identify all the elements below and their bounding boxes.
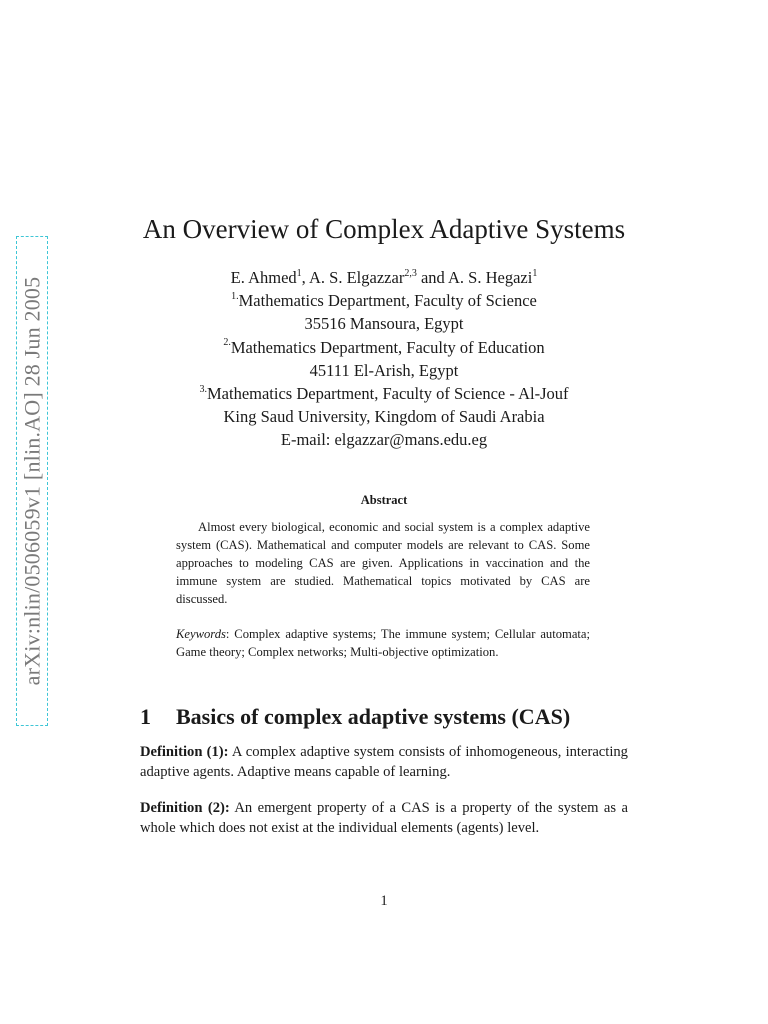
author-name: E. Ahmed [230, 268, 297, 287]
section-title: Basics of complex adaptive systems (CAS) [176, 704, 571, 729]
definition-paragraph [140, 799, 628, 838]
paper-title: An Overview of Complex Adaptive Systems [142, 214, 626, 244]
affiliation-text: King Saud University, Kingdom of Saudi Arabia [223, 407, 545, 427]
affiliation-text: Mathematics Department, Faculty of Science [238, 291, 537, 311]
definition-text: A complex adaptive system consists of inhomogeneous, interacting adaptive agents. Adaptive means capable of learning. [140, 744, 628, 780]
affiliation-text: Mathematics Department, Faculty of Education [230, 337, 545, 357]
affiliation-mark: 2. [223, 337, 231, 349]
definition-label: Definition (1): [140, 744, 229, 760]
section-heading [140, 704, 570, 730]
author-separator: and [416, 268, 448, 287]
affiliation-line [0, 382, 768, 405]
definition-paragraph [140, 743, 628, 782]
email-line: E-mail: elgazzar@mans.edu.eg [280, 430, 488, 450]
section-number: 1 [140, 704, 151, 729]
affiliation-text: 35516 Mansoura, Egypt [304, 314, 464, 334]
affiliation-line [0, 405, 768, 428]
keywords-label: Keywords [176, 627, 226, 641]
author-affiliation-mark: 1 [296, 267, 302, 279]
affiliation-text: Mathematics Department, Faculty of Science - Al-Jouf [206, 384, 569, 404]
author-separator: , [301, 268, 310, 287]
abstract-body: Almost every biological, economic and social system is a complex adaptive system (CAS). Mathematical and computer models are relevant to CAS. Some approaches to modeling CAS are given. Applications in vaccination and the immune system are studied. Mathematical topics motivated by CAS are discussed. [176, 520, 590, 606]
definition-text: An emergent property of a CAS is a property of the system as a whole which does not exist at the individual elements (agents) level. [140, 800, 628, 836]
keywords-text: : Complex adaptive systems; The immune system; Cellular automata; Game theory; Complex networks; Multi-objective optimization. [176, 627, 590, 659]
affiliation-mark: 3. [199, 383, 207, 395]
author-affiliation-mark: 2,3 [404, 267, 417, 279]
affiliation-mark: 1. [231, 290, 239, 302]
affiliation-line [0, 312, 768, 335]
author-name: A. S. Hegazi [447, 268, 533, 287]
author-affiliation-block [0, 266, 768, 452]
affiliation-text: 45111 El-Arish, Egypt [309, 360, 459, 380]
definition-label: Definition (2): [140, 800, 230, 816]
author-name: A. S. Elgazzar [309, 268, 405, 287]
affiliation-line [0, 336, 768, 359]
keywords-paragraph [176, 625, 590, 661]
author-affiliation-mark: 1 [532, 267, 538, 279]
affiliation-line [0, 359, 768, 382]
page-number: 1 [380, 893, 388, 909]
author-line [0, 266, 768, 289]
abstract-heading: Abstract [360, 493, 408, 507]
arxiv-identifier-text: arXiv:nlin/0506059v1 [nlin.AO] 28 Jun 2005 [19, 276, 44, 686]
affiliation-line [0, 289, 768, 312]
